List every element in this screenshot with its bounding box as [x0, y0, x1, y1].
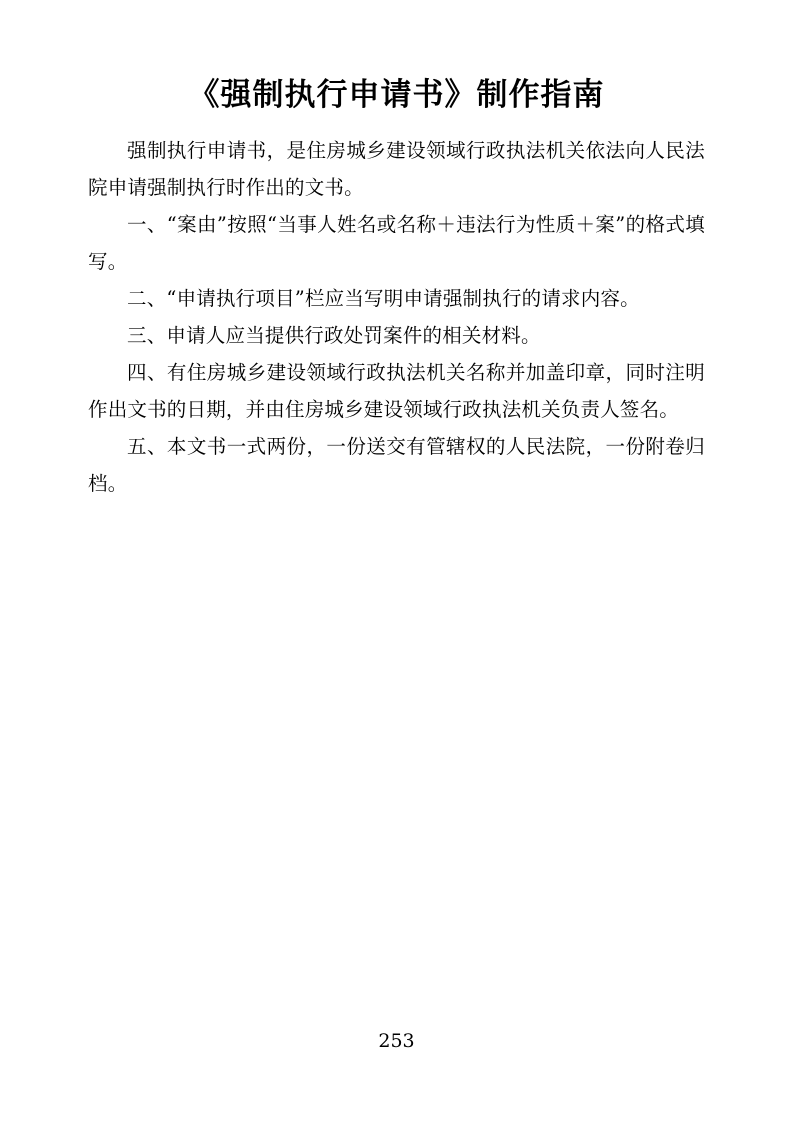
page-number: 253	[378, 1030, 415, 1052]
paragraph-item-4: 四、有住房城乡建设领域行政执法机关名称并加盖印章，同时注明作出文书的日期，并由住房城乡建设领域行政执法机关负责人签名。	[88, 361, 705, 421]
document-body	[88, 72, 705, 502]
paragraph-item-3: 三、申请人应当提供行政处罚案件的相关材料。	[127, 324, 541, 347]
paragraph-item-2: 二、“申请执行项目”栏应当写明申请强制执行的请求内容。	[127, 287, 640, 310]
paragraph-item-1: 一、“案由”按照“当事人姓名或名称＋违法行为性质＋案”的格式填写。	[88, 213, 705, 273]
paragraph-intro: 强制执行申请书，是住房城乡建设领域行政执法机关依法向人民法院申请强制执行时作出的文书。	[88, 139, 705, 199]
paragraph-item-5: 五、本文书一式两份，一份送交有管辖权的人民法院，一份附卷归档。	[88, 435, 705, 495]
page-title: 《强制执行申请书》制作指南	[188, 77, 605, 113]
